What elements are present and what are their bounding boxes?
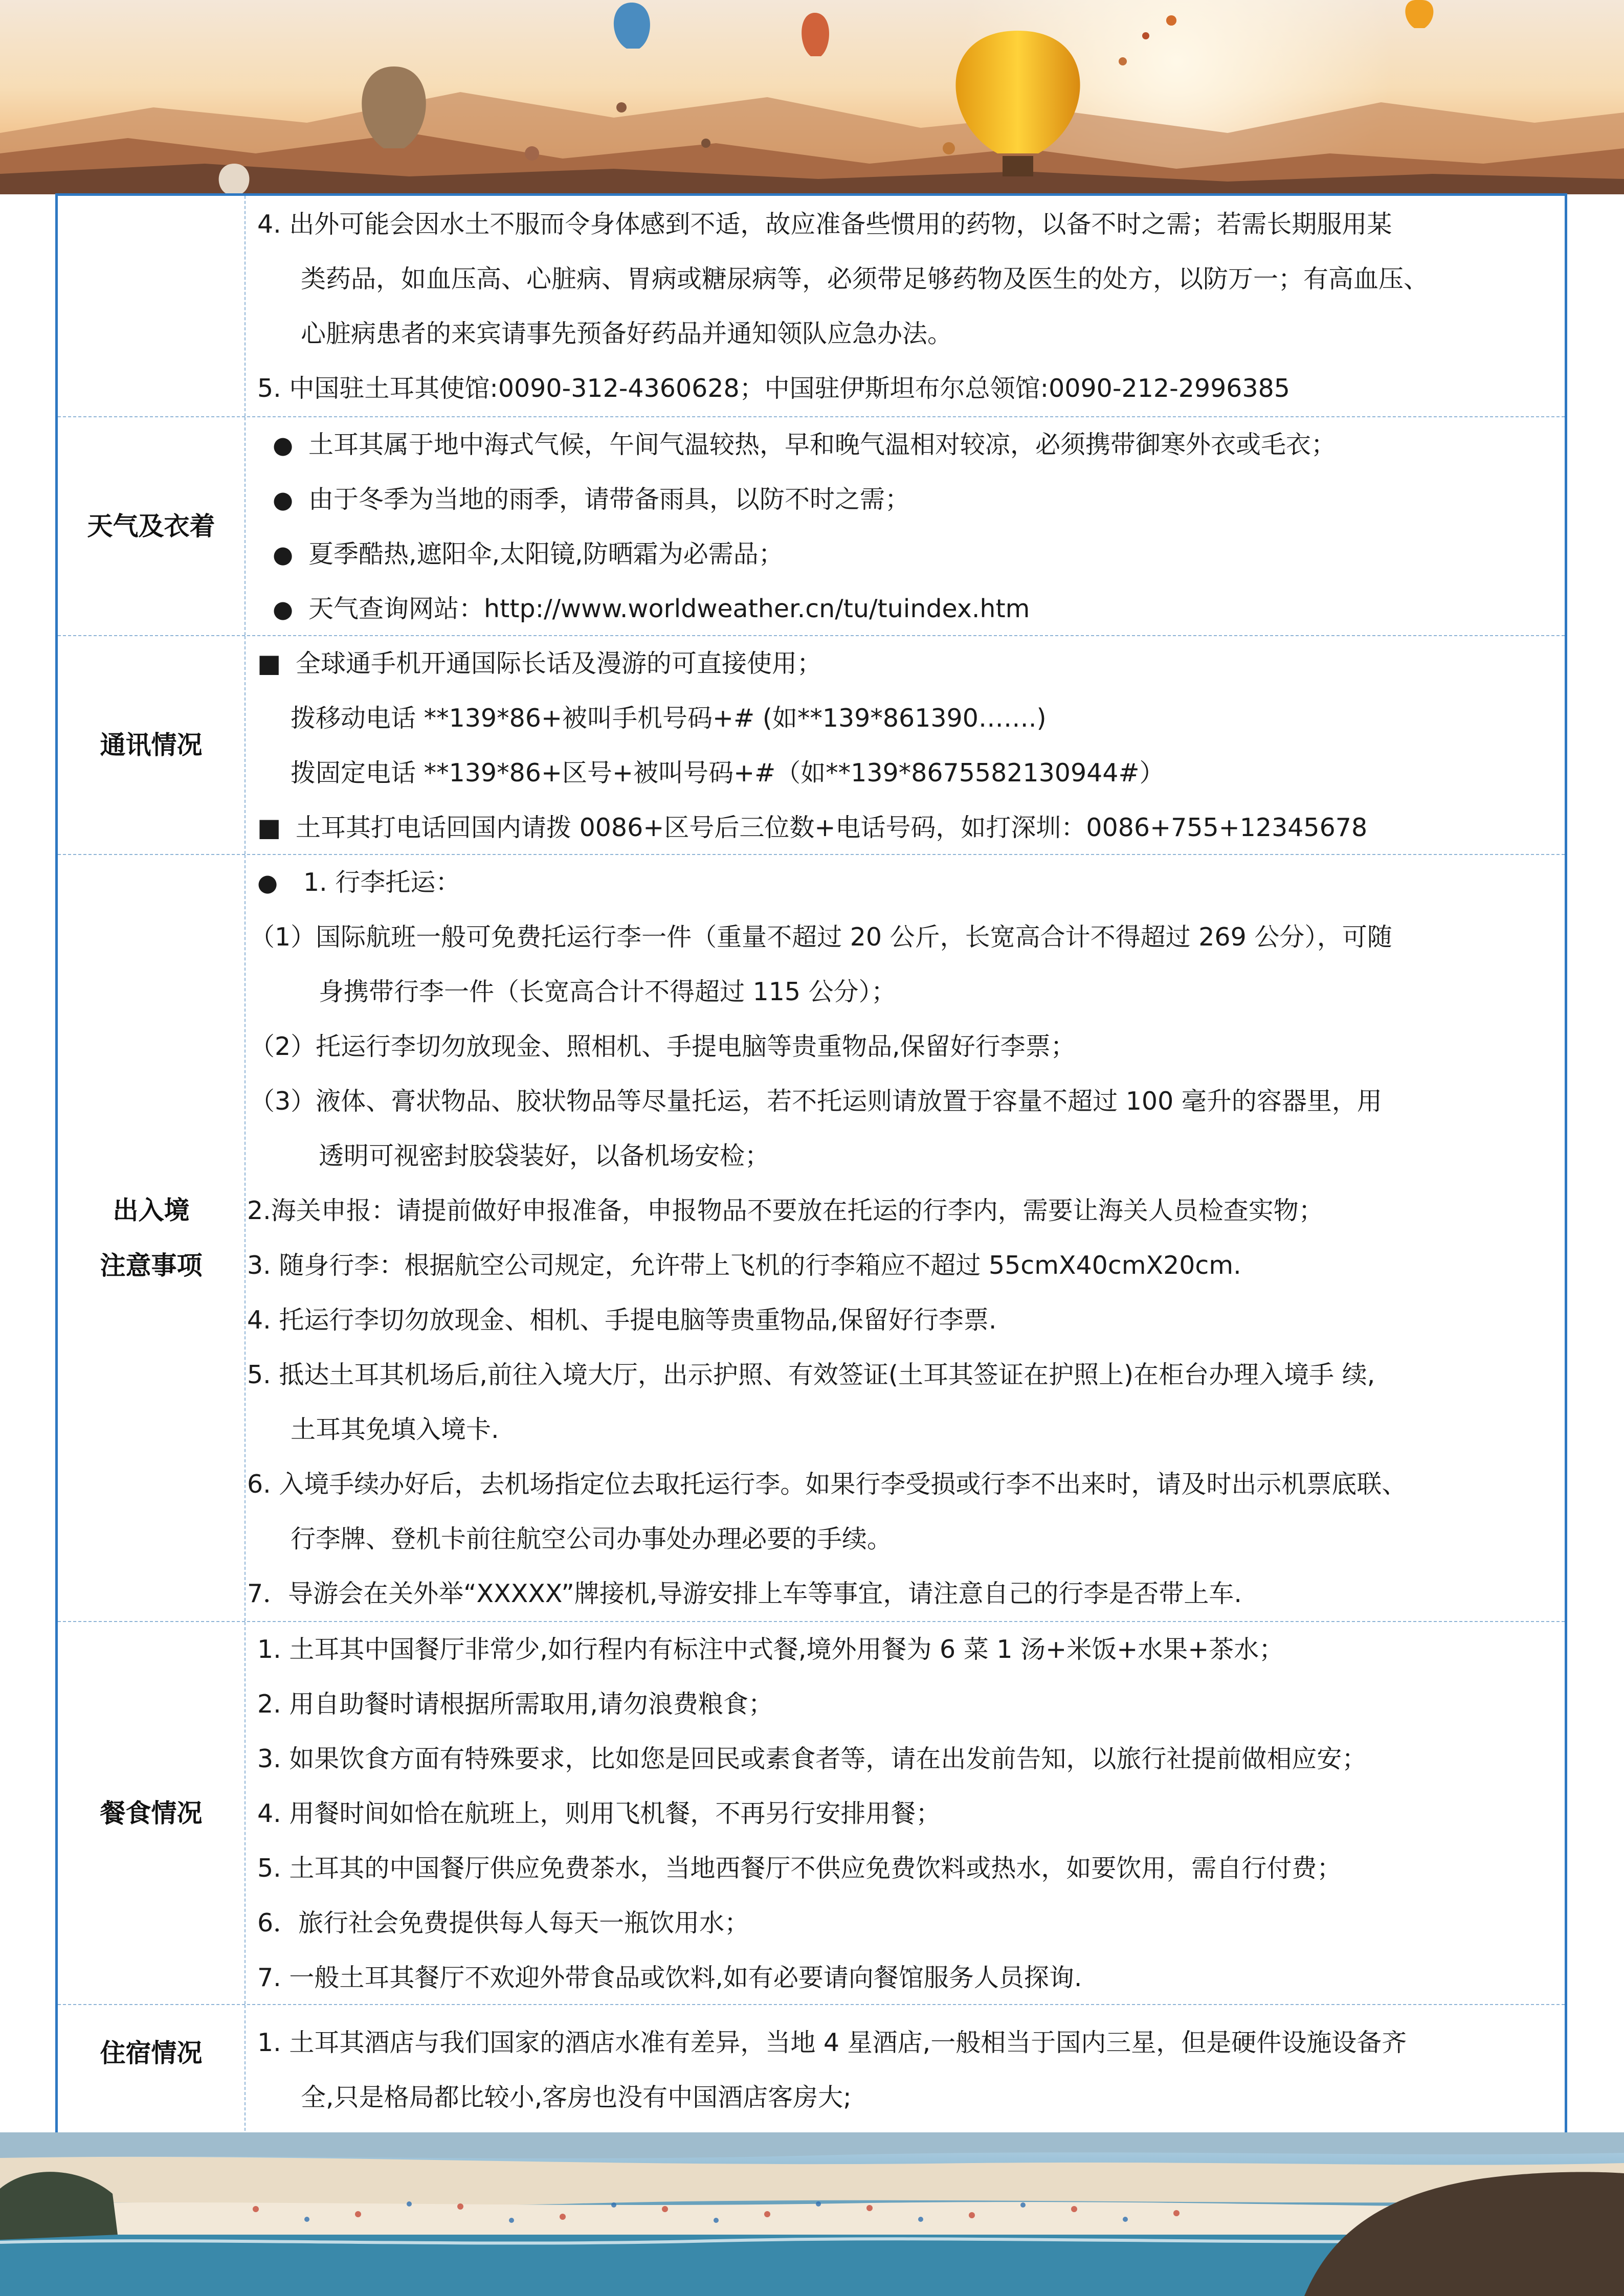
lodging-line: 1. 土耳其酒店与我们国家的酒店水准有差异，当地 4 星酒店,一般相当于国内三星，但是硬件设施设备齐 (257, 2028, 1407, 2057)
bullet-icon: ● (273, 431, 294, 459)
bottom-banner-beach (0, 2132, 1624, 2296)
row-weather (58, 417, 1565, 636)
health-content (257, 197, 1554, 416)
bullet-icon: ● (273, 486, 294, 513)
row-health (58, 196, 1565, 417)
weather-item: 夏季酷热,遮阳伞,太阳镜,防晒霜为必需品； (308, 539, 784, 569)
comm-item: 土耳其打电话回国内请拨 0086+区号后三位数+电话号码，如打深圳：0086+755+12345678 (296, 813, 1368, 842)
row-label-lodging-text: 住宿情况 (100, 2038, 203, 2068)
bullet-icon: ● (273, 541, 294, 568)
customs-line: （1）国际航班一般可免费托运行李一件（重量不超过 20 公斤，长宽高合计不得超过 269 公分），可随 (250, 922, 1392, 952)
row-lodging (58, 2005, 1565, 2141)
meals-line: 3. 如果饮食方面有特殊要求，比如您是回民或素食者等，请在出发前告知，以旅行社提前做相应安； (257, 1744, 1367, 1773)
balloon-landscape-illustration (0, 0, 1624, 194)
bullet-icon: ● (273, 595, 294, 623)
list-item (257, 472, 1554, 527)
list-item (247, 855, 1554, 910)
row-meals (58, 1622, 1565, 2005)
list-item (257, 527, 1554, 581)
list-item (257, 417, 1554, 472)
weather-item: 土耳其属于地中海式气候，午间气温较热，早和晚气温相对较凉，必须携带御寒外衣或毛衣； (308, 430, 1337, 459)
health-line: 5. 中国驻土耳其使馆:0090-312-4360628；中国驻伊斯坦布尔总领馆:0090-212-2996385 (257, 374, 1290, 403)
meals-line: 5. 土耳其的中国餐厅供应免费茶水，当地西餐厅不供应免费饮料或热水，如要饮用，需自行付费； (257, 1854, 1342, 1883)
row-label-customs-line1: 出入境 (113, 1196, 190, 1225)
row-label-meals: 餐食情况 (58, 1622, 246, 2004)
customs-content (247, 855, 1554, 1621)
customs-line: 3. 随身行李：根据航空公司规定，允许带上飞机的行李箱应不超过 55cmX40cmX20cm. (247, 1251, 1241, 1280)
health-line: 心脏病患者的来宾请事先预备好药品并通知领队应急办法。 (301, 319, 953, 348)
square-bullet-icon: ■ (257, 813, 281, 842)
weather-item: 由于冬季为当地的雨季，请带备雨具，以防不时之需； (308, 485, 910, 514)
comm-sub-mobile: 拨移动电话 **139*86+被叫手机号码+# (如**139*861390…….) (291, 704, 1047, 733)
meals-line: 1. 土耳其中国餐厅非常少,如行程内有标注中式餐,境外用餐为 6 菜 1 汤+米饭+水果+茶水； (257, 1635, 1284, 1664)
health-line: 类药品，如血压高、心脏病、胃病或糖尿病等，必须带足够药物及医生的处方，以防万一；有高血压、 (301, 264, 1429, 294)
customs-line: （3）液体、膏状物品、胶状物品等尽量托运，若不托运则请放置于容量不超过 100 毫升的容器里，用 (250, 1087, 1382, 1116)
customs-line: 7．导游会在关外举“XXXXX”牌接机,导游安排上车等事宜，请注意自己的行李是否带上车. (247, 1579, 1242, 1608)
list-item (247, 800, 1554, 855)
info-table (55, 193, 1567, 2144)
lodging-line: 全,只是格局都比较小,客房也没有中国酒店客房大; (301, 2083, 852, 2112)
customs-line: 1. 行李托运： (303, 868, 461, 897)
list-item (247, 636, 1554, 691)
row-label-weather: 天气及衣着 (58, 417, 246, 635)
customs-line: 5. 抵达土耳其机场后,前往入境大厅，出示护照、有效签证(土耳其签证在护照上)在柜台办理入境手 续, (247, 1360, 1375, 1389)
bullet-icon: ● (257, 869, 278, 896)
list-item (257, 581, 1554, 636)
meals-line: 7. 一般土耳其餐厅不欢迎外带食品或饮料,如有必要请向餐馆服务人员探询. (257, 1963, 1082, 1992)
customs-line: 6. 入境手续办好后，去机场指定位去取托运行李。如果行李受损或行李不出来时，请及时出示机票底联、 (247, 1470, 1407, 1499)
lodging-content (257, 2015, 1554, 2141)
row-communications (58, 636, 1565, 855)
customs-line: 透明可视密封胶袋装好，以备机场安检； (319, 1141, 770, 1170)
weather-item: 天气查询网站：http://www.worldweather.cn/tu/tuindex.htm (308, 594, 1030, 623)
row-label-communications: 通讯情况 (58, 636, 246, 854)
customs-line: 土耳其免填入境卡. (291, 1415, 499, 1444)
beach-illustration (0, 2132, 1624, 2296)
top-banner-hot-air-balloons (0, 0, 1624, 194)
square-bullet-icon: ■ (257, 649, 281, 678)
customs-line: 行李牌、登机卡前往航空公司办事处办理必要的手续。 (291, 1524, 893, 1554)
customs-line: （2）托运行李切勿放现金、照相机、手提电脑等贵重物品,保留好行李票； (250, 1032, 1076, 1061)
row-label-lodging (58, 2005, 246, 2141)
row-customs (58, 855, 1565, 1622)
customs-line: 2.海关申报：请提前做好申报准备，申报物品不要放在托运的行李内，需要让海关人员检查实物； (247, 1196, 1324, 1225)
health-line: 4. 出外可能会因水土不服而令身体感到不适，故应准备些惯用的药物，以备不时之需；若需长期服用某 (257, 210, 1392, 239)
comm-content (247, 636, 1554, 854)
customs-line: 4. 托运行李切勿放现金、相机、手提电脑等贵重物品,保留好行李票. (247, 1305, 997, 1335)
weather-content (257, 417, 1554, 635)
row-label-empty (58, 196, 246, 416)
row-label-customs-line2: 注意事项 (100, 1251, 203, 1280)
customs-line: 身携带行李一件（长宽高合计不得超过 115 公分）； (319, 977, 897, 1006)
meals-content (257, 1622, 1554, 2004)
row-label-customs (58, 855, 246, 1621)
meals-line: 6．旅行社会免费提供每人每天一瓶饮用水； (257, 1908, 750, 1938)
meals-line: 2. 用自助餐时请根据所需取用,请勿浪费粮食； (257, 1690, 773, 1719)
comm-sub-landline: 拨固定电话 **139*86+区号+被叫号码+#（如**139*8675582130944#） (291, 758, 1165, 787)
meals-line: 4. 用餐时间如恰在航班上，则用飞机餐，不再另行安排用餐； (257, 1799, 941, 1828)
comm-item: 全球通手机开通国际长话及漫游的可直接使用； (296, 649, 822, 678)
